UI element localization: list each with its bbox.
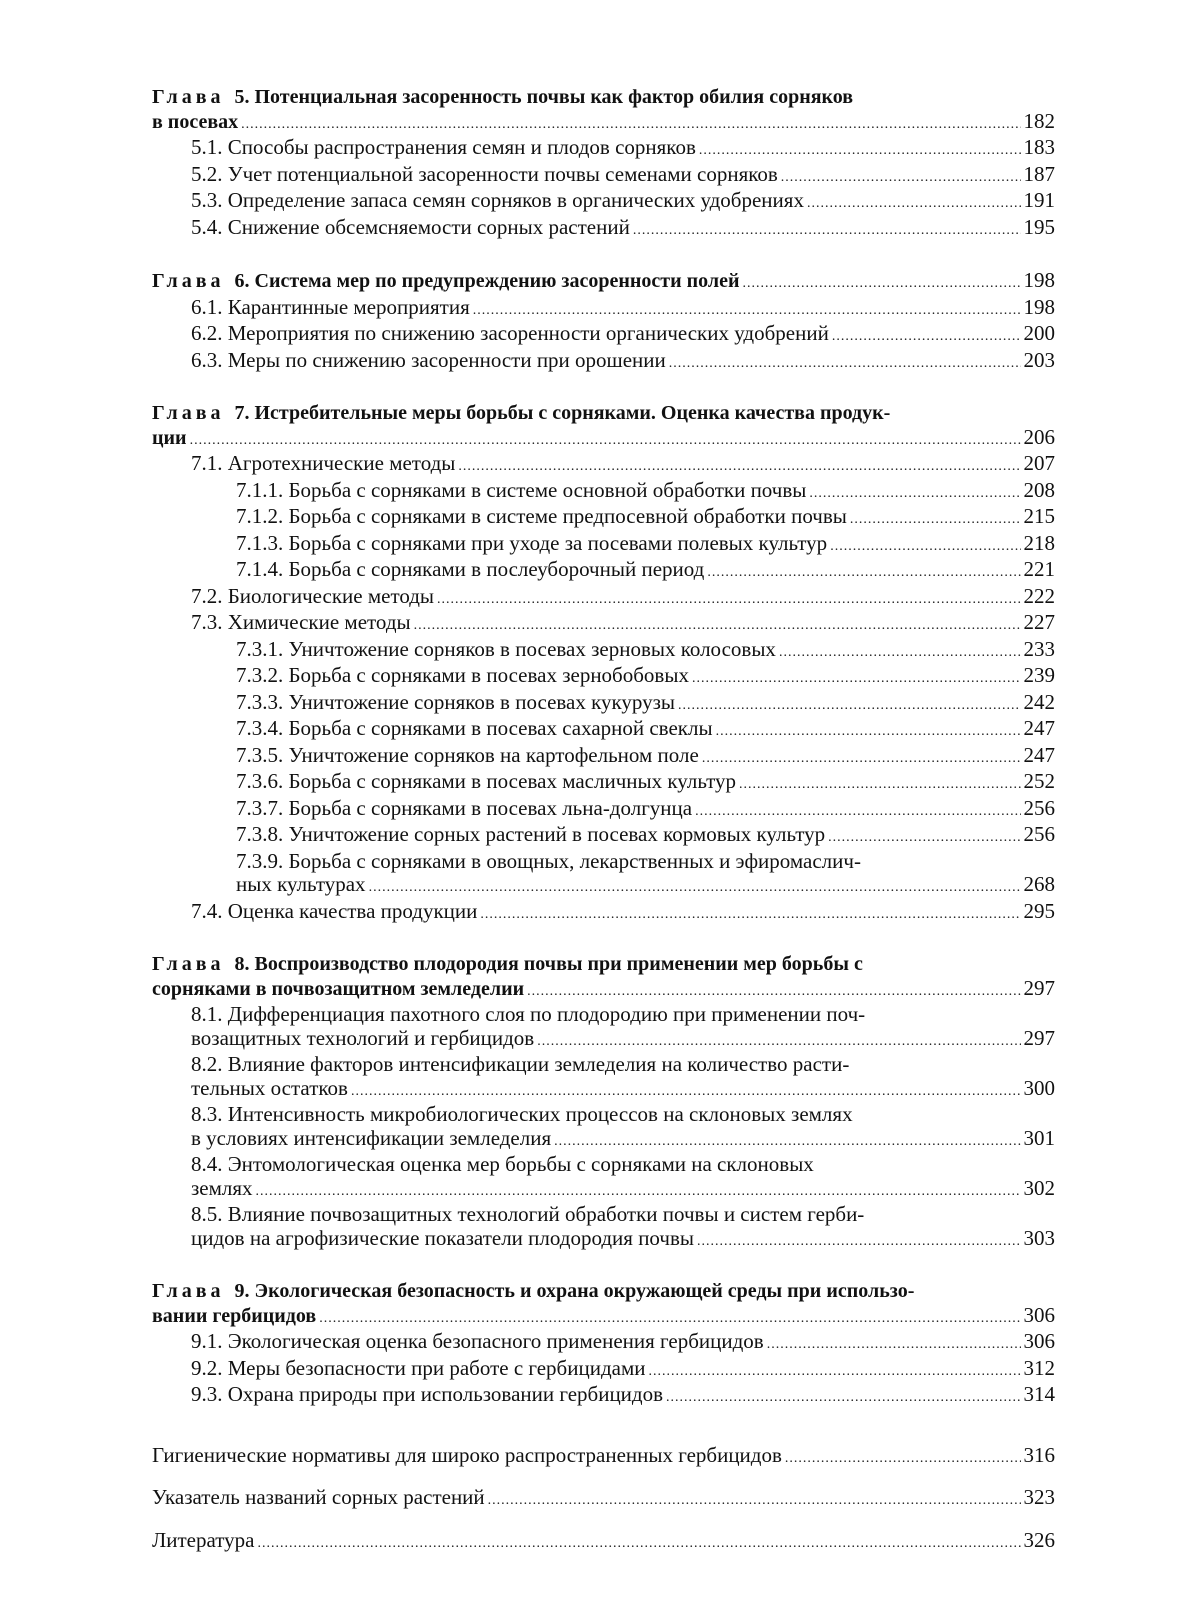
page-number: 242 [1023, 689, 1055, 714]
page-number: 306 [1023, 1302, 1055, 1327]
toc-entry[interactable] [152, 296, 1055, 323]
leader-dots [473, 299, 1021, 323]
page-number: 256 [1023, 822, 1055, 846]
entry-title: 7.2. Биологические методы [191, 583, 435, 608]
entry-title: 7.3.5. Уничтожение сорняков на картофельном поле [236, 742, 699, 767]
leader-dots [707, 561, 1020, 585]
chapter-8-heading [152, 953, 1055, 977]
entry-title: 7.3.8. Уничтожение сорных растений в посевах кормовых культур [236, 822, 826, 846]
entry-title: 7.3.1. Уничтожение сорняков в посевах зерновых колосовых [236, 636, 776, 661]
leader-dots [702, 747, 1021, 771]
entry-title-cont: тельных остатков [191, 1075, 348, 1100]
leader-dots [257, 1532, 1020, 1556]
entry-title: 6.2. Мероприятия по снижению засоренности органических удобрений [191, 321, 829, 345]
chapter-title: 8. Воспроизводство плодородия почвы при применении мер борьбы с [234, 953, 863, 975]
page-number: 187 [1023, 161, 1055, 186]
leader-dots [633, 219, 1021, 243]
entry-title: 7.1.4. Борьба с сорняками в послеуборочный период [236, 557, 705, 581]
entry-title: 7.1. Агротехнические методы [191, 451, 456, 475]
chapter-title: 6. Система мер по предупреждению засоренности полей [234, 270, 740, 292]
toc-entry[interactable] [152, 1486, 1055, 1513]
page-number: 312 [1023, 1355, 1055, 1380]
page-number: 195 [1023, 214, 1055, 239]
toc-entry[interactable] [152, 977, 1055, 1004]
leader-dots [830, 535, 1020, 559]
toc-entry[interactable] [152, 1357, 1055, 1384]
page-number: 208 [1023, 477, 1055, 502]
entry-title: 7.3.4. Борьба с сорняками в посевах сахарной свеклы [236, 716, 713, 740]
toc-entry[interactable] [152, 900, 1055, 927]
chapter-word: Глава [152, 953, 225, 975]
page-number: 302 [1023, 1175, 1055, 1200]
leader-dots [692, 667, 1021, 691]
entry-title: 8.2. Влияние факторов интенсификации земледелия на количество расти- [191, 1052, 850, 1076]
chapter-word: Глава [152, 1280, 225, 1302]
toc-entry[interactable] [152, 505, 1055, 532]
page-number: 323 [1023, 1485, 1055, 1509]
entry-title: 7.3.7. Борьба с сорняками в посевах льна-долгунца [236, 795, 693, 820]
entry-title: 8.1. Дифференциация пахотного слоя по плодородию при применении поч- [191, 1002, 866, 1026]
entry-title: 6.3. Меры по снижению засоренности при орошении [191, 347, 666, 372]
toc-entry[interactable] [152, 426, 1055, 453]
entry-title: 7.3.6. Борьба с сорняками в посевах масличных культур [236, 769, 737, 793]
toc-entry[interactable] [152, 873, 1055, 900]
page-number: 215 [1023, 504, 1055, 528]
page-number: 207 [1023, 451, 1055, 475]
entry-title: 5.2. Учет потенциальной засоренности почвы семенами сорняков [191, 161, 778, 186]
page-number: 221 [1023, 557, 1055, 581]
chapter-title-cont: сорняками в почвозащитном земледелии [152, 977, 525, 1000]
toc-entry-line1[interactable] [152, 1203, 1055, 1227]
toc-entry[interactable] [152, 452, 1055, 479]
leader-dots [190, 429, 1021, 453]
leader-dots [785, 1447, 1021, 1471]
chapter-title: 7. Истребительные меры борьбы с сорняками. Оценка качества продук- [234, 402, 891, 424]
entry-title: 7.3. Химические методы [191, 610, 411, 634]
toc-entry[interactable] [152, 110, 1055, 137]
toc-entry[interactable] [152, 1304, 1055, 1331]
leader-dots [351, 1080, 1021, 1104]
toc-entry[interactable] [152, 1227, 1055, 1254]
entry-title: 5.4. Снижение обсемсняемости сорных растений [191, 214, 630, 239]
leader-dots [697, 1230, 1021, 1254]
page-number: 233 [1023, 636, 1055, 661]
page-number: 227 [1023, 610, 1055, 634]
page-number: 297 [1023, 975, 1055, 1000]
page-number: 203 [1023, 347, 1055, 372]
toc-entry[interactable] [152, 349, 1055, 376]
entry-title: 8.3. Интенсивность микробиологических процессов на склоновых землях [191, 1102, 853, 1126]
entry-title: 7.3.3. Уничтожение сорняков в посевах кукурузы [236, 689, 676, 714]
page-number: 198 [1023, 294, 1055, 319]
chapter-title-cont: вании гербицидов [152, 1304, 317, 1327]
leader-dots [537, 1030, 1020, 1054]
page-number: 239 [1023, 663, 1055, 687]
entry-title: 9.1. Экологическая оценка безопасного применения гербицидов [191, 1329, 764, 1353]
entry-title: Литература [152, 1527, 255, 1552]
toc-entry[interactable] [152, 322, 1055, 349]
toc-entry[interactable] [152, 585, 1055, 612]
leader-dots [414, 614, 1021, 638]
leader-dots [742, 272, 1020, 296]
toc-entry[interactable] [152, 1027, 1055, 1054]
leader-dots [716, 720, 1021, 744]
toc-entry-line1[interactable] [152, 1153, 1055, 1177]
page-number: 218 [1023, 530, 1055, 555]
entry-title-cont: цидов на агрофизические показатели плодородия почвы [191, 1225, 694, 1250]
toc-entry[interactable] [152, 216, 1055, 243]
toc-entry[interactable] [152, 269, 1055, 296]
page-number: 191 [1023, 188, 1055, 212]
leader-dots [666, 1386, 1020, 1410]
toc-entry-line1[interactable] [152, 1103, 1055, 1127]
leader-dots [807, 192, 1021, 216]
leader-dots [648, 1360, 1020, 1384]
page-number: 297 [1023, 1025, 1055, 1050]
chapter-title: 9. Экологическая безопасность и охрана окружающей среды при использо- [234, 1280, 915, 1302]
entry-title: 6.1. Карантинные мероприятия [191, 294, 470, 319]
toc-entry[interactable] [152, 1127, 1055, 1154]
leader-dots [781, 166, 1021, 190]
entry-title: 7.1.2. Борьба с сорняками в системе предпосевной обработки почвы [236, 504, 847, 528]
entry-title: Гигиенические нормативы для широко распространенных гербицидов [152, 1442, 782, 1467]
toc-entry[interactable] [152, 558, 1055, 585]
leader-dots [554, 1130, 1020, 1154]
chapter-5-heading [152, 86, 1055, 110]
leader-dots [809, 482, 1020, 506]
chapter-word: Глава [152, 402, 225, 424]
page-number: 256 [1023, 795, 1055, 820]
leader-dots [832, 325, 1021, 349]
page-number: 183 [1023, 135, 1055, 159]
leader-dots [319, 1307, 1020, 1331]
page-number: 200 [1023, 321, 1055, 345]
toc-entry[interactable] [152, 611, 1055, 638]
toc-entry[interactable] [152, 770, 1055, 797]
entry-title: 7.1.1. Борьба с сорняками в системе основной обработки почвы [236, 477, 807, 502]
entry-title-cont: землях [191, 1175, 253, 1200]
toc-entry-line1[interactable] [152, 1053, 1055, 1077]
entry-title: Указатель названий сорных растений [152, 1485, 485, 1509]
toc-entry[interactable] [152, 189, 1055, 216]
page-number: 295 [1023, 898, 1055, 923]
page-number: 198 [1023, 268, 1055, 292]
leader-dots [678, 694, 1020, 718]
toc-entry[interactable] [152, 744, 1055, 771]
entry-title-cont: в условиях интенсификации земледелия [191, 1125, 552, 1150]
chapter-word: Глава [152, 86, 225, 108]
entry-title: 7.1.3. Борьба с сорняками при уходе за посевами полевых культур [236, 530, 828, 555]
leader-dots [739, 773, 1020, 797]
page-number: 303 [1023, 1225, 1055, 1250]
toc-entry[interactable] [152, 136, 1055, 163]
leader-dots [699, 139, 1021, 163]
leader-dots [850, 508, 1021, 532]
toc-entry[interactable] [152, 532, 1055, 559]
entry-title-cont: возащитных технологий и гербицидов [191, 1025, 535, 1050]
entry-title: 5.3. Определение запаса семян сорняков в органических удобрениях [191, 188, 804, 212]
toc-entry-line1[interactable] [152, 850, 1055, 874]
leader-dots [669, 352, 1021, 376]
page-number: 247 [1023, 742, 1055, 767]
chapter-7-heading [152, 402, 1055, 426]
page-number: 268 [1023, 872, 1055, 896]
toc-entry[interactable] [152, 479, 1055, 506]
chapter-word: Глава [152, 270, 225, 292]
leader-dots [241, 113, 1020, 137]
toc-entry[interactable] [152, 717, 1055, 744]
toc-entry[interactable] [152, 1383, 1055, 1410]
entry-title: 7.4. Оценка качества продукции [191, 898, 478, 923]
toc-entry[interactable] [152, 163, 1055, 190]
leader-dots [779, 641, 1021, 665]
chapter-title: 5. Потенциальная засоренность почвы как фактор обилия сорняков [234, 86, 854, 108]
entry-title: 9.3. Охрана природы при использовании гербицидов [191, 1382, 664, 1406]
toc-entry[interactable] [152, 638, 1055, 665]
page-number: 182 [1023, 108, 1055, 133]
toc-entry-line1[interactable] [152, 1003, 1055, 1027]
leader-dots [256, 1180, 1021, 1204]
entry-title: 7.3.2. Борьба с сорняками в посевах зернобобовых [236, 663, 689, 687]
leader-dots [458, 455, 1020, 479]
chapter-title-cont: в посевах [152, 110, 239, 133]
entry-title: 7.3.9. Борьба с сорняками в овощных, лекарственных и эфиромаслич- [236, 848, 861, 873]
entry-title: 8.4. Энтомологическая оценка мер борьбы с сорняками на склоновых [191, 1152, 814, 1176]
toc-entry[interactable] [152, 664, 1055, 691]
page-number: 300 [1023, 1075, 1055, 1100]
toc-entry[interactable] [152, 1177, 1055, 1204]
page-number: 314 [1023, 1382, 1055, 1406]
toc-entry[interactable] [152, 691, 1055, 718]
toc-entry[interactable] [152, 1444, 1055, 1471]
toc-entry[interactable] [152, 1077, 1055, 1104]
entry-title: 5.1. Способы распространения семян и плодов сорняков [191, 135, 696, 159]
leader-dots [480, 903, 1020, 927]
leader-dots [527, 980, 1020, 1004]
page-number: 247 [1023, 716, 1055, 740]
leader-dots [767, 1333, 1021, 1357]
chapter-title-cont: ции [152, 426, 187, 449]
page-number: 222 [1023, 583, 1055, 608]
entry-title: 9.2. Меры безопасности при работе с гербицидами [191, 1355, 646, 1380]
leader-dots [437, 588, 1020, 612]
toc-entry[interactable] [152, 823, 1055, 850]
entry-title: 8.5. Влияние почвозащитных технологий обработки почвы и систем герби- [191, 1202, 865, 1226]
table-of-contents [152, 86, 1055, 1555]
page-number: 326 [1023, 1527, 1055, 1552]
toc-entry[interactable] [152, 1330, 1055, 1357]
leader-dots [695, 800, 1020, 824]
chapter-9-heading [152, 1280, 1055, 1304]
entry-title-cont: ных культурах [236, 872, 366, 896]
page-number: 206 [1023, 424, 1055, 449]
page-number: 316 [1023, 1442, 1055, 1467]
toc-entry[interactable] [152, 1529, 1055, 1556]
leader-dots [369, 876, 1021, 900]
toc-entry[interactable] [152, 797, 1055, 824]
page-number: 301 [1023, 1125, 1055, 1150]
page-number: 252 [1023, 769, 1055, 793]
leader-dots [828, 826, 1020, 850]
page-number: 306 [1023, 1329, 1055, 1353]
leader-dots [488, 1489, 1021, 1513]
